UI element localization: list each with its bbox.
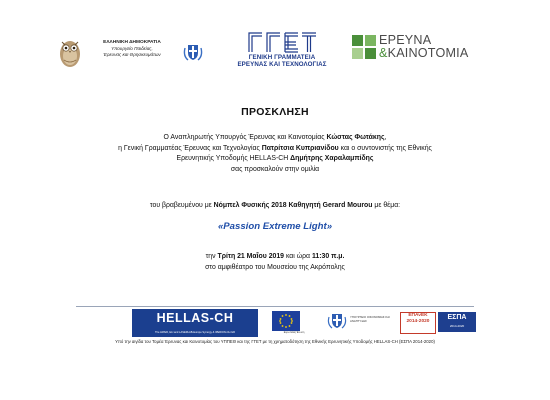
talk-title: «Passion Extreme Light»	[217, 221, 333, 232]
date-venue	[0, 252, 550, 273]
ministry-text	[84, 40, 180, 58]
hosts-line-3	[0, 154, 550, 165]
research-innovation-line-1: ΕΡΕΥΝΑ	[379, 33, 432, 47]
research-innovation-logo	[352, 26, 502, 72]
speaker-line-end: με θέμα:	[372, 202, 401, 209]
gsrt-logo	[232, 30, 332, 76]
espa-years: 2014-2020	[449, 324, 465, 328]
minister-name: Κώστας Φωτάκης	[326, 134, 385, 141]
ministry-logo	[58, 34, 208, 74]
footer-divider	[76, 306, 474, 307]
hellas-ch-logo	[132, 309, 258, 337]
venue-line: στο αμφιθέατρο του Μουσείου της Ακρόπολης	[205, 263, 345, 271]
hosts-line-2-end: και ο συντονιστής της Εθνικής	[338, 144, 432, 152]
epanek-years: 2014-2020	[406, 319, 430, 324]
ampersand: &	[379, 46, 388, 60]
epanek-logo	[400, 312, 436, 334]
event-time: 11:30 π.μ.	[311, 253, 345, 260]
gsrt-line-1: ΓΕΝΙΚΗ ΓΡΑΜΜΑΤΕΙΑ	[248, 54, 316, 61]
gsrt-mark-icon	[246, 30, 318, 54]
eu-caption: Ευρωπαϊκή Ένωση	[283, 331, 305, 334]
speaker-line	[0, 202, 550, 209]
ministry-economy-text: ΥΠΟΥΡΓΕΙΟ ΟΙΚΟΝΟΜΙΑΣ ΚΑΙ ΑΝΑΠΤΥΞΗΣ	[350, 315, 390, 323]
date-line-mid: και ώρα	[284, 253, 312, 260]
hosts-line-4: σας προσκαλούν στην ομιλία	[230, 165, 320, 173]
gsrt-line-2: ΕΡΕΥΝΑΣ ΚΑΙ ΤΕΧΝΟΛΟΓΙΑΣ	[237, 61, 327, 68]
hosts-line-1-text: Ο Αναπληρωτής Υπουργός Έρευνας και Καινοτομίας	[163, 134, 327, 141]
hellas-ch-subtitle: The HiPER, ELI and LASERLAB-Europe Synergy & IPERION-CH.GR	[154, 331, 235, 334]
eu-flag-icon	[272, 311, 300, 331]
funding-logos	[270, 310, 476, 336]
ministry-line-1: ΕΛΛΗΝΙΚΗ ΔΗΜΟΚΡΑΤΙΑ	[103, 40, 161, 45]
hosts-line-1-end: ,	[384, 134, 387, 141]
owl-emblem-icon	[58, 36, 82, 68]
invitation-title: ΠΡΟΣΚΛΗΣΗ	[241, 106, 309, 118]
header-logos	[0, 0, 550, 92]
ministry-line-3: Έρευνας και Θρησκευμάτων	[103, 52, 161, 57]
epanek-title: ΕΠΑνΕΚ	[408, 313, 428, 318]
hosts-line-1	[0, 133, 550, 144]
hosts-line-2-text: η Γενική Γραμματέας Έρευνας και Τεχνολογίας	[118, 144, 262, 152]
hosts-line-3-text: Ερευνητικής Υποδομής HELLAS-CH	[176, 155, 291, 162]
greek-state-emblem-icon	[326, 310, 348, 332]
funding-note: Υπό την αιγίδα του Τομέα Έρευνας και Καινοτομίας του ΥΠΠΕΘ και της ΓΓΕΤ με τη χρηματοδότηση της Εθνικής Ερευνητικής Υποδομής HELLAS-CH (ΕΣΠΑ 2014-2020)	[115, 339, 435, 344]
espa-title: ΕΣΠΑ	[447, 314, 467, 321]
greek-coat-of-arms-icon	[182, 40, 204, 64]
hellas-ch-title: HELLAS-CH	[156, 311, 234, 325]
speaker-name: Νόμπελ Φυσικής 2018 Καθηγητή Gerard Mourou	[213, 202, 373, 209]
research-innovation-line-2-word: ΚΑΙΝΟΤΟΜΙΑ	[387, 46, 469, 60]
hosts-line-2	[0, 144, 550, 155]
research-innovation-text	[379, 34, 468, 60]
date-line-text: την	[205, 253, 218, 260]
coordinator-name: Δημήτρης Χαραλαμπίδης	[290, 155, 374, 162]
hosts-paragraph	[0, 133, 550, 175]
research-innovation-emblem-icon	[352, 35, 376, 59]
research-innovation-line-2	[379, 47, 468, 60]
espa-logo	[438, 312, 476, 332]
ministry-line-2: Υπουργείο Παιδείας,	[111, 46, 153, 51]
event-date: Τρίτη 21 Μαΐου 2019	[217, 253, 285, 260]
speaker-line-text: του βραβευμένου με	[149, 202, 214, 209]
date-line	[0, 252, 550, 263]
secretary-name: Πατρίτσια Κυπριανίδου	[261, 144, 339, 152]
